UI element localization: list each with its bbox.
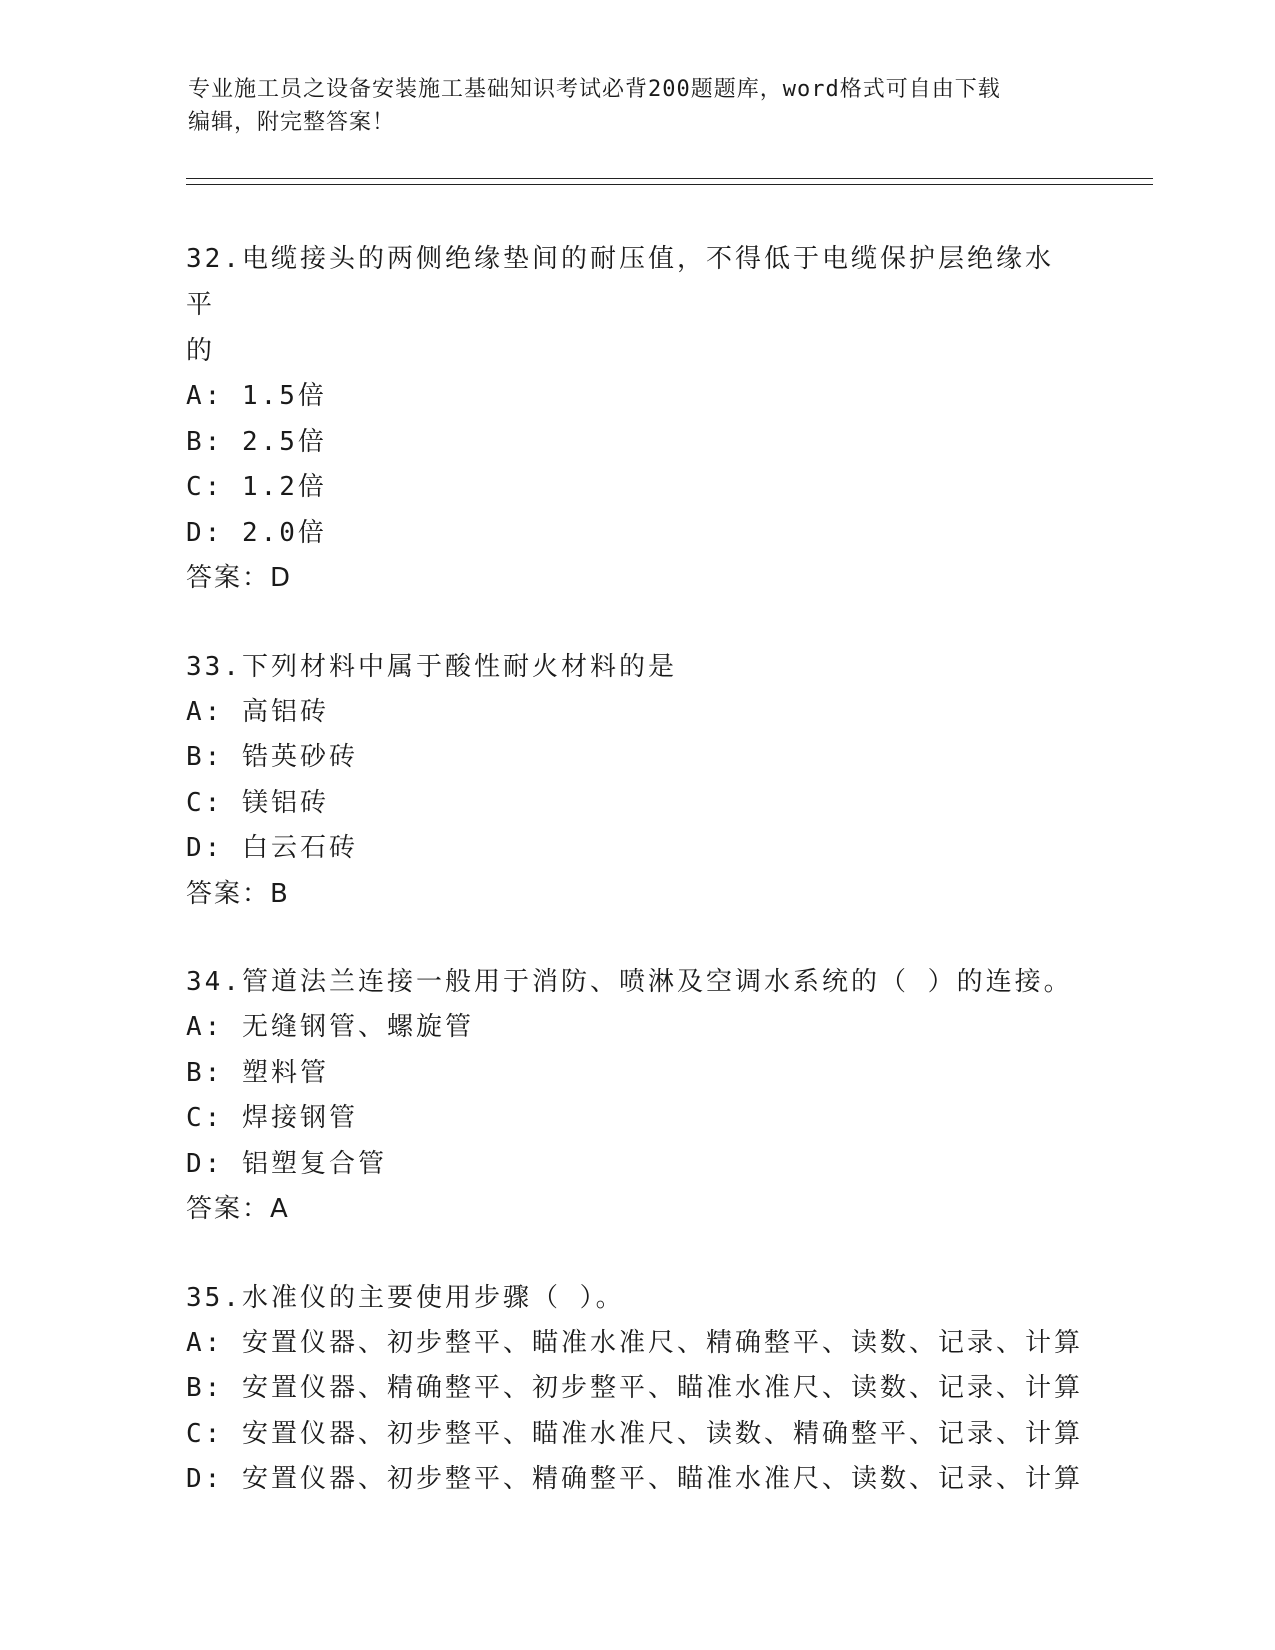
header-title-line-2: 编辑，附完整答案！ (188, 110, 396, 135)
header-divider (186, 178, 1153, 185)
question-stem: 34.管道法兰连接一般用于消防、喷淋及空调水系统的（ ）的连接。 (186, 967, 1073, 997)
option-c: C: 镁铝砖 (186, 787, 329, 818)
document-header (188, 73, 1088, 139)
question-stem: 32.电缆接头的两侧绝缘垫间的耐压值，不得低于电缆保护层绝缘水平 (186, 244, 1054, 320)
option-b: B: 2.5倍 (186, 426, 327, 457)
answer-line: 答案：D (186, 563, 293, 593)
option-d: D: 2.0倍 (186, 517, 327, 548)
option-b: B: 塑料管 (186, 1057, 329, 1088)
question-34 (186, 959, 1086, 1233)
option-a: A: 安置仪器、初步整平、瞄准水准尺、精确整平、读数、记录、计算 (186, 1327, 1083, 1358)
option-a: A: 无缝钢管、螺旋管 (186, 1012, 474, 1042)
option-d: D: 安置仪器、初步整平、精确整平、瞄准水准尺、读数、记录、计算 (186, 1464, 1083, 1494)
question-gap (186, 1233, 1086, 1275)
option-c: C: 焊接钢管 (186, 1103, 358, 1133)
question-gap (186, 917, 1086, 959)
question-33 (186, 644, 1086, 918)
question-32 (186, 236, 1086, 602)
question-35 (186, 1275, 1086, 1503)
question-gap (186, 602, 1086, 644)
option-d: D: 铝塑复合管 (186, 1148, 387, 1179)
answer-line: 答案：A (186, 1194, 290, 1224)
option-b: B: 安置仪器、精确整平、初步整平、瞄准水准尺、读数、记录、计算 (186, 1373, 1083, 1403)
question-stem: 35.水准仪的主要使用步骤（ ）。 (186, 1282, 625, 1313)
option-c: C: 1.2倍 (186, 472, 327, 502)
header-title-line-1: 专业施工员之设备安装施工基础知识考试必背200题题库，word格式可自由下载 (188, 77, 1001, 102)
option-a: A: 1.5倍 (186, 381, 327, 411)
option-d: D: 白云石砖 (186, 833, 358, 863)
option-a: A: 高铝砖 (186, 696, 329, 727)
question-stem-continued: 的 (186, 336, 216, 366)
option-b: B: 锆英砂砖 (186, 742, 358, 772)
option-c: C: 安置仪器、初步整平、瞄准水准尺、读数、精确整平、记录、计算 (186, 1418, 1083, 1449)
question-list (186, 236, 1086, 1503)
answer-line: 答案：B (186, 878, 290, 909)
question-stem: 33.下列材料中属于酸性耐火材料的是 (186, 651, 677, 682)
